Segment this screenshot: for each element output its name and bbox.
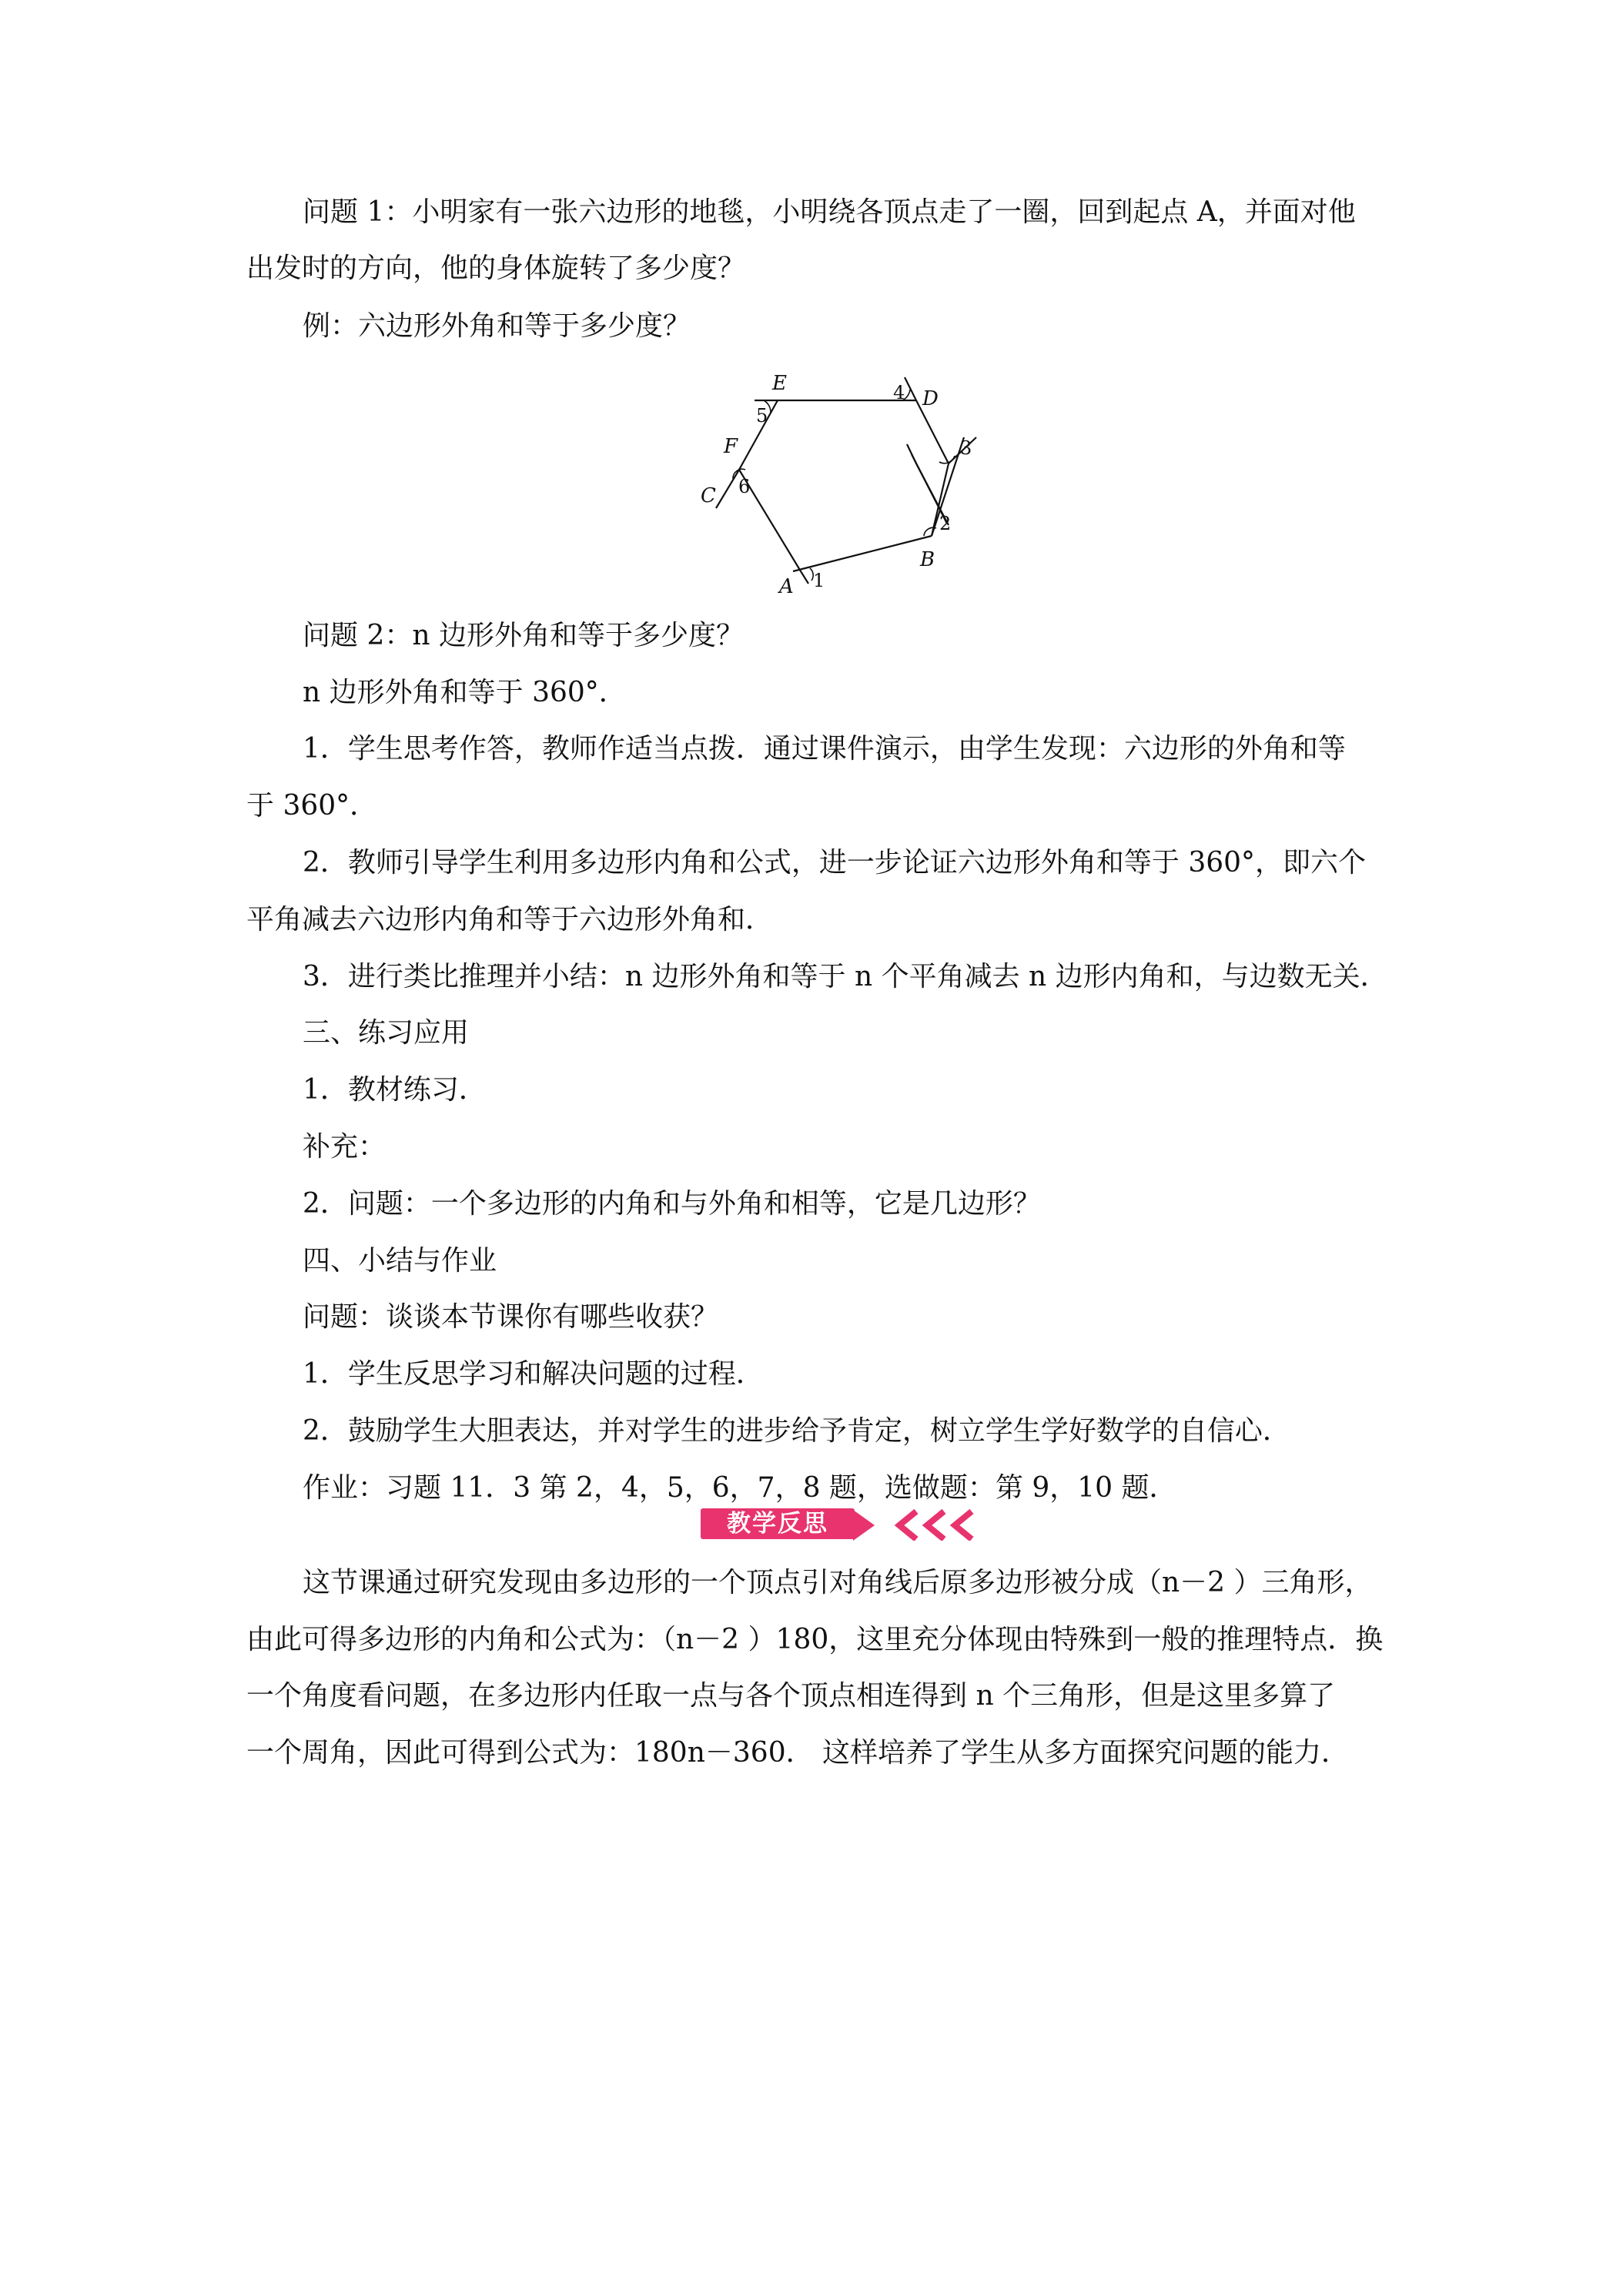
vertex-label-f: F: [724, 435, 738, 458]
vertex-label-a: A: [779, 575, 794, 598]
paragraph-step-1-cont: 于 360°．: [246, 790, 378, 822]
paragraph-practice-1: 1．教材练习．: [303, 1074, 487, 1106]
angle-label-5: 5: [756, 405, 768, 427]
paragraph-question-1: 问题 1：小明家有一张六边形的地毯，小明绕各顶点走了一圈，回到起点 A，并面对他: [303, 196, 1356, 228]
paragraph-homework: 作业：习题 11．3 第 2，4，5，6，7，8 题，选做题：第 9，10 题．: [303, 1472, 1177, 1504]
reflection-line-4: 一个周角，因此可得到公式为：180n－360． 这样培养了学生从多方面探究问题的能力．: [246, 1737, 1350, 1769]
paragraph-step-2: 2．教师引导学生利用多边形内角和公式，进一步论证六边形外角和等于 360°，即六个: [303, 847, 1367, 879]
paragraph-example: 例：六边形外角和等于多少度？: [303, 310, 691, 342]
heading-summary: 四、小结与作业: [303, 1245, 497, 1277]
vertex-label-b: B: [920, 548, 935, 571]
reflection-line-2: 由此可得多边形的内角和公式为：（n－2 ）180，这里充分体现由特殊到一般的推理特点．换: [246, 1624, 1384, 1655]
paragraph-practice-2: 2．问题：一个多边形的内角和与外角和相等，它是几边形？: [303, 1188, 1041, 1220]
vertex-label-e: E: [772, 372, 787, 395]
reflection-line-3: 一个角度看问题，在多边形内任取一点与各个顶点相连得到 n 个三角形，但是这里多算了: [246, 1680, 1336, 1712]
angle-label-4: 4: [893, 382, 905, 403]
vertex-label-c: C: [701, 484, 716, 507]
heading-practice: 三、练习应用: [303, 1017, 470, 1049]
paragraph-question-1-cont: 出发时的方向，他的身体旋转了多少度？: [246, 253, 746, 284]
paragraph-answer-2: n 边形外角和等于 360°．: [303, 677, 627, 708]
section-banner: [701, 1505, 993, 1541]
ext-6: [716, 470, 739, 508]
angle-label-2: 2: [939, 513, 952, 534]
section-banner-title: 教学反思: [701, 1508, 855, 1539]
paragraph-step-1: 1．学生思考作答，教师作适当点拨．通过课件演示，由学生发现：六边形的外角和等: [303, 733, 1346, 765]
paragraph-question-2: 问题 2：n 边形外角和等于多少度？: [303, 620, 744, 651]
angle-label-1: 1: [813, 570, 825, 591]
paragraph-summary-1: 1．学生反思学习和解决问题的过程．: [303, 1358, 764, 1390]
paragraph-step-2-cont: 平角减去六边形内角和等于六边形外角和．: [246, 904, 774, 935]
paragraph-summary-question: 问题：谈谈本节课你有哪些收获？: [303, 1301, 719, 1333]
chevron-arrows-icon: [853, 1507, 999, 1541]
side-ab: [793, 536, 932, 571]
angle-label-6: 6: [738, 476, 751, 497]
hexagon-exterior-angle-figure: [662, 354, 1024, 608]
reflection-line-1: 这节课通过研究发现由多边形的一个顶点引对角线后原多边形被分成（n－2 ）三角形，: [303, 1567, 1373, 1598]
vertex-label-d: D: [922, 387, 939, 410]
ext-1: [801, 571, 808, 584]
paragraph-summary-2: 2．鼓励学生大胆表达，并对学生的进步给予肯定，树立学生学好数学的自信心．: [303, 1415, 1290, 1447]
paragraph-supplement: 补充：: [303, 1131, 387, 1163]
paragraph-step-3: 3．进行类比推理并小结：n 边形外角和等于 n 个平角减去 n 边形内角和，与边数无关．: [303, 961, 1388, 992]
angle-label-3: 3: [960, 437, 972, 459]
